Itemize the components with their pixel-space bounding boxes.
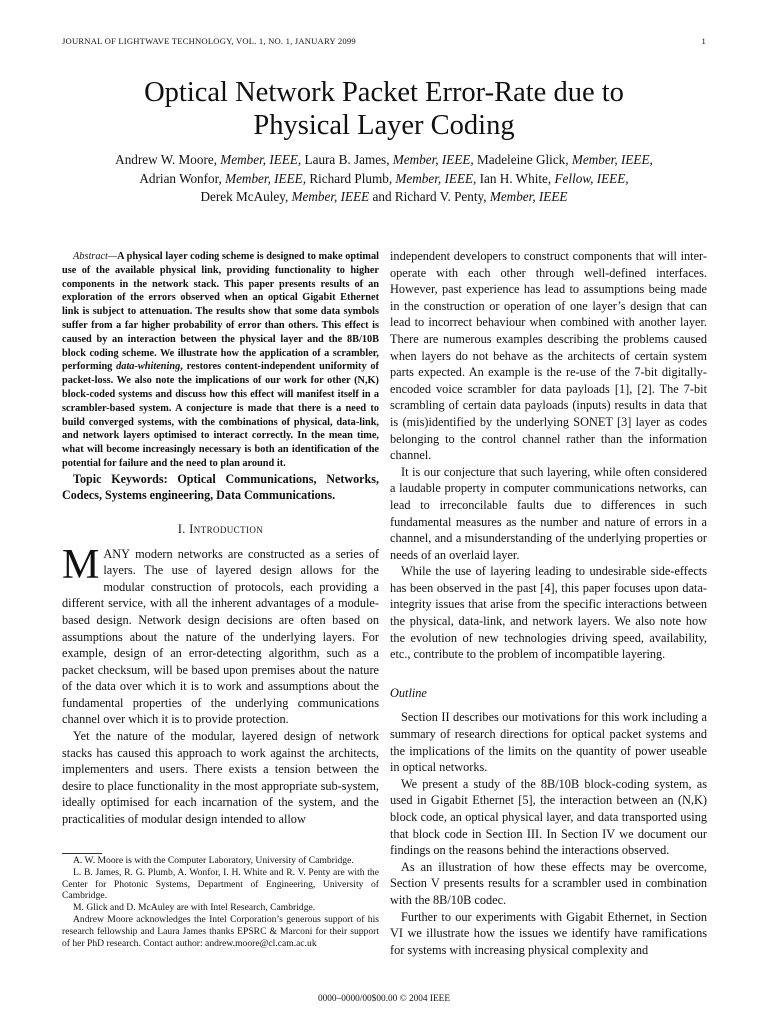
footnote-rule xyxy=(62,853,102,854)
intro-text-1: modern networks are constructed as a series of layers. The use of layered design allows for the modular construction of protocols, each providing a different service, with all the inherent advantages of a module-based design. Network design decisions are often based on assumptions about the nature of the underlying layers. For example, design of an error-detecting algorithm, such as a packet checksum, will be based upon premises about the nature of the data over which it is to work and assumptions about the fundamental properties of the underlying communications channel over which it is to provide protection. xyxy=(62,546,379,727)
left-column xyxy=(62,250,379,828)
copyright-footer: 0000–0000/00$00.00 © 2004 IEEE xyxy=(317,994,451,1004)
footnote: M. Glick and D. McAuley are with Intel Research, Cambridge. xyxy=(73,902,316,914)
title-line-1: Optical Network Packet Error-Rate due to xyxy=(144,77,624,108)
abstract xyxy=(62,250,379,471)
abstract-text-1: A physical layer coding scheme is designed to make optimal use of the available physical link, providing functionality to higher components in the network stack. This paper presents results of an exploration of the errors observed when an optical Gigabit Ethernet link is subject to attenuation. The results show that some data symbols suffer from a far higher probability of error than others. This effect is caused by an interaction between the physical layer and the 8B/10B block coding scheme. We illustrate how the application of a scrambler, performing xyxy=(62,251,379,373)
outline-paragraph-1: Section II describes our motivations for this work including a summary of research directions for optical packet systems and the implications of the limits on the quantity of power useable in optical networks. xyxy=(390,710,707,775)
page-number: 1 xyxy=(701,36,706,46)
footnote: A. W. Moore is with the Computer Laboratory, University of Cambridge. xyxy=(73,855,354,866)
intro-first-word: ANY xyxy=(103,546,131,561)
topic-keywords: Topic Keywords: Optical Communications, Networks, Codecs, Systems engineering, Data Communications. xyxy=(62,471,379,503)
outline-paragraph-2: We present a study of the 8B/10B block-coding system, as used in Gigabit Ethernet [5], the interaction between an (N,K) block code, an optical physical layer, and data transported using that block code in Section III. In Section IV we document our findings on the reasons behind the interactions observed. xyxy=(390,776,707,858)
author-role: Member, IEEE, xyxy=(225,170,307,186)
author-name: Laura B. James, xyxy=(304,152,390,167)
author-name: Adrian Wonfor, xyxy=(139,170,222,186)
outline-heading: Outline xyxy=(390,685,427,700)
section-heading-introduction xyxy=(62,521,379,538)
running-head xyxy=(62,36,706,46)
intro-continued: independent developers to construct components that will inter-operate with each other through well-defined interfaces. However, past experience has lead to assumptions being made in the construction or operation of one layer’s design that can lead to incorrect behaviour when combined with another layer. There are numerous examples describing the problems caused when layers do not behave as the architects of certain system parts expected. An example is the re-use of the 7-bit digitally-encoded voice scrambler for data payloads [1], [2]. The 7-bit scrambling of certain data payloads (inputs) results in data that is (mis)identified by the underlying SONET [3] layer as codes belonging to the control channel rather than the information channel. xyxy=(390,249,707,463)
drop-cap: M xyxy=(62,541,100,588)
author-name: Ian H. White, xyxy=(479,170,552,186)
section-title: Introduction xyxy=(189,521,264,536)
author-name: Richard Plumb, xyxy=(309,170,393,186)
author-line-3 xyxy=(0,188,768,207)
intro-paragraph-2: Yet the nature of the modular, layered design of network stacks has caused this approach to work against the architects, implementers and users. There exists a tension between the desire to place functionality in the most appropriate sub-system, ideally optimised for each incarnation of the system, and the practicalities of modular design intended to allow xyxy=(62,729,379,827)
author-role: Member, IEEE xyxy=(489,189,568,204)
paper-title xyxy=(0,76,768,142)
author-name: Derek McAuley, xyxy=(200,189,289,204)
author-line-2 xyxy=(0,170,768,189)
author-role: Member, IEEE, xyxy=(571,152,653,167)
footnote: Andrew Moore acknowledges the Intel Corporation’s generous support of his research fellowship and Laura James thanks EPSRC & Marconi for their support of her PhD research. Contact author: andrew.moore@cl.cam.ac.uk xyxy=(62,913,379,949)
author-conjunction: and xyxy=(372,189,392,204)
journal-name: JOURNAL OF LIGHTWAVE TECHNOLOGY, VOL. 1, NO. 1, JANUARY 2099 xyxy=(62,36,356,46)
author-role: Member, IEEE, xyxy=(395,170,477,186)
footnotes xyxy=(62,855,379,949)
intro-paragraph-1 xyxy=(62,541,379,729)
author-role: Fellow, IEEE, xyxy=(554,170,629,186)
author-role: Member, IEEE xyxy=(291,189,370,204)
title-line-2: Physical Layer Coding xyxy=(253,110,515,141)
author-list xyxy=(0,151,768,207)
author-role: Member, IEEE, xyxy=(220,152,302,167)
author-role: Member, IEEE, xyxy=(392,152,474,167)
outline-paragraph-3: As an illustration of how these effects may be overcome, Section V presents results for a scrambler used in combination with the 8B/10B codec. xyxy=(390,859,707,907)
section-number: I. xyxy=(177,521,186,536)
outline-paragraph-4: Further to our experiments with Gigabit Ethernet, in Section VI we illustrate how the issues we identify have ramifications for systems with increasing physical complexity and xyxy=(390,909,707,957)
intro-paragraph-3: It is our conjecture that such layering, while often considered a laudable property in computer communications networks, can lead to irreconcilable faults due to differences in such fundamental measures as the number and nature of errors in a channel, and a misunderstanding of the underlying properties or needs of an overlaid layer. xyxy=(390,464,707,562)
intro-paragraph-4: While the use of layering leading to undesirable side-effects has been observed in the past [4], this paper focuses upon data-integrity issues that arise from the specific interactions between the physical, data-link, and network layers. We also note how the evolution of new technologies driving speed, availability, etc., contribute to the problem of incompatible layering. xyxy=(390,564,707,662)
abstract-lead: Abstract— xyxy=(73,251,118,262)
author-name: Richard V. Penty, xyxy=(394,189,487,204)
author-name: Madeleine Glick, xyxy=(477,152,569,167)
author-line-1 xyxy=(0,151,768,170)
right-column xyxy=(390,248,707,958)
abstract-text-2: , restores content-independent uniformity of packet-loss. We also note the implications of our work for other (N,K) block-coded systems and discuss how this effect will manifest itself in a scrambler-based system. A conjecture is made that there is a need to build converged systems, with the combinations of physical, data-link, and network layers optimised to interact correctly. In the mean time, what will become increasingly necessary is both an identification of the potential for failure and the need to plan around it. xyxy=(62,361,379,469)
abstract-emphasis: data-whitening xyxy=(116,361,181,373)
footnote: L. B. James, R. G. Plumb, A. Wonfor, I. H. White and R. V. Penty are with the Center for Photonic Systems, Department of Engineering, University of Cambridge. xyxy=(62,866,379,902)
author-name: Andrew W. Moore, xyxy=(115,152,217,167)
